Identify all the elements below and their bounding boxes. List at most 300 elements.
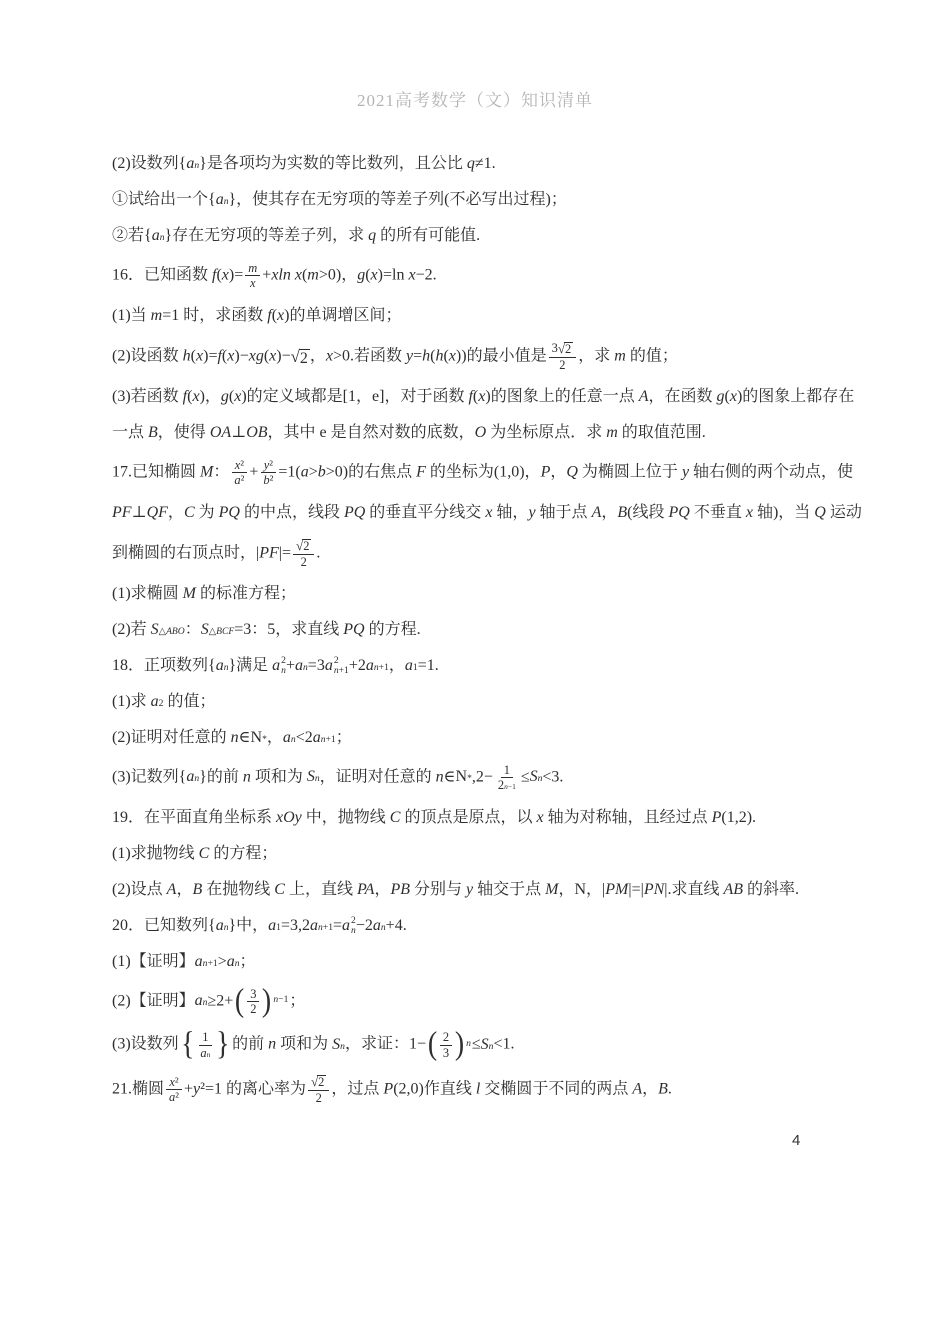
text-run: ⊥ [131, 503, 147, 521]
fraction [197, 1030, 213, 1060]
text-run: O [474, 423, 487, 441]
text-line [112, 951, 862, 973]
script-base [186, 766, 194, 788]
text-run: }是各项均为实数的等比数列，且公比 [199, 155, 467, 172]
scripted-term [186, 153, 199, 175]
text-run: a [200, 1045, 207, 1060]
text-run: PF [259, 543, 279, 561]
scripted-term [195, 951, 218, 973]
text-run: 的中点，线段 [239, 503, 344, 521]
text-run: ， [601, 503, 618, 521]
text-run: 为坐标原点．求 [486, 423, 607, 441]
script-base [481, 1034, 489, 1056]
text-run: n [537, 773, 543, 785]
text-run: ， [550, 463, 567, 481]
text-run: 轴)，当 [752, 503, 815, 521]
scripted-term [216, 189, 229, 211]
script-base [195, 951, 203, 973]
fraction [495, 763, 519, 793]
text-run: f [468, 387, 473, 405]
text-run: ，使得 [157, 423, 210, 441]
text-run: A [591, 503, 602, 521]
text-line [112, 1074, 862, 1105]
text-line [112, 879, 862, 901]
text-run: }的前 [199, 768, 243, 786]
text-run: ²=1 的离心率为 [200, 1080, 306, 1098]
text-run: 3 [551, 340, 558, 355]
text-run: x [448, 347, 456, 364]
text-run: =3,2 [280, 916, 310, 934]
close-delimiter: } [216, 1026, 230, 1063]
text-run: >0)的右焦点 [325, 463, 417, 481]
text-run: e [372, 387, 380, 405]
text-line [112, 583, 862, 605]
scripted-term [186, 766, 199, 788]
text-run: n [273, 994, 279, 1006]
text-run: 的垂直平分线交 [365, 503, 486, 521]
open-delimiter: { [180, 1026, 195, 1063]
numerator [199, 1030, 211, 1045]
text-line [112, 982, 862, 1019]
text-run: a [365, 656, 374, 674]
subscript [209, 627, 235, 637]
fraction [260, 458, 276, 488]
text-run: QF [146, 503, 168, 521]
text-run: e [319, 423, 327, 441]
scripted-term [332, 1034, 345, 1056]
text-run: 2 [333, 654, 339, 666]
scripted-term [216, 915, 229, 937]
text-run: 轴于点 [535, 503, 592, 521]
text-run: (3)设数列 [112, 1035, 179, 1053]
text-run: 在抛物线 [202, 880, 275, 898]
fraction [166, 1075, 182, 1105]
text-run: B [617, 503, 628, 521]
sup-sub-stack [334, 656, 349, 676]
text-run: n [380, 921, 386, 933]
text-run: )的图象上都存在 [736, 387, 855, 405]
text-run: x [325, 347, 333, 364]
text-run: 2 [299, 349, 308, 367]
text-run: (1,2). [721, 808, 757, 826]
text-line [112, 422, 862, 444]
numerator [549, 341, 577, 358]
subscript [203, 959, 218, 969]
denominator [313, 1091, 325, 1105]
text-run: g [357, 266, 366, 284]
scripted-term [195, 990, 208, 1012]
text-run: x [250, 276, 256, 291]
denominator [556, 358, 568, 372]
text-run: 2 [565, 341, 572, 356]
numerator [245, 261, 260, 276]
close-delimiter: ) [454, 1026, 465, 1063]
text-run: xln [271, 266, 291, 284]
scripted-term [200, 1046, 210, 1060]
text-run: 18．正项数列{ [112, 656, 216, 674]
text-run: M [545, 880, 559, 898]
text-run: a [342, 916, 351, 934]
text-run: 的值； [625, 347, 678, 364]
exponent [273, 989, 288, 1011]
text-run: P [540, 463, 551, 481]
text-run: ( [365, 266, 371, 284]
text-run: ∈ [238, 728, 251, 746]
text-run: x [478, 387, 486, 405]
text-run: )= [203, 347, 218, 364]
text-run: a [272, 656, 281, 674]
scripted-term [216, 655, 229, 677]
text-line [112, 341, 862, 372]
radical-sign: √ [557, 340, 565, 356]
text-run: x [536, 808, 544, 826]
text-run: 为椭圆上位于 [577, 463, 682, 481]
text-run: ( [430, 347, 436, 364]
text-run: m [248, 261, 258, 275]
text-run: ： [213, 463, 230, 481]
text-run: ； [335, 728, 352, 746]
text-run: 上，直线 [284, 880, 357, 898]
text-run: ≠1. [474, 155, 496, 172]
scripted-term [325, 655, 349, 677]
text-run: xg [248, 347, 264, 364]
text-run: (3)记数列{ [112, 768, 187, 786]
text-run: P [383, 1080, 394, 1098]
text-run: n [290, 733, 296, 745]
fraction [231, 458, 247, 488]
text-run: n [223, 921, 229, 933]
text-run: 一点 [112, 423, 149, 441]
text-run: 运动 [825, 503, 862, 521]
text-run: (1)求抛物线 [112, 844, 199, 862]
script-base [325, 655, 333, 677]
text-run: ]，对于函数 [379, 387, 469, 405]
text-run: n [351, 924, 356, 936]
text-run: n [206, 1049, 211, 1059]
text-run: a [404, 656, 413, 674]
text-run: +1 [322, 921, 334, 933]
text-line [112, 763, 862, 793]
text-run: f [212, 266, 217, 284]
text-run: S [529, 768, 538, 786]
text-run: (2)设函数 [112, 347, 183, 364]
text-run: n [202, 957, 208, 969]
text-run: 2 [442, 1030, 450, 1045]
scripted-term [227, 951, 240, 973]
scripted-term [283, 727, 296, 749]
text-line [112, 843, 862, 865]
text-run: ， [167, 503, 184, 521]
text-run: a [186, 155, 195, 172]
script-base [283, 727, 291, 749]
subscript [334, 666, 349, 676]
text-run: −2 [355, 916, 373, 934]
subscript [159, 627, 185, 637]
denominator [231, 473, 247, 487]
text-run: 2 [158, 697, 164, 709]
superscript [504, 783, 516, 790]
text-run: n [194, 160, 200, 171]
text-run: = [333, 916, 343, 934]
text-run: m [307, 266, 319, 284]
text-run: x [234, 387, 242, 405]
text-run: a [295, 656, 303, 674]
text-run: 轴， [492, 503, 529, 521]
numerator [247, 987, 259, 1002]
text-run: +1 [207, 957, 218, 969]
text-run: (3)若函数 [112, 387, 183, 405]
text-run: ，证明对任意的 [319, 768, 436, 786]
script-base [405, 655, 413, 677]
numerator [308, 1074, 329, 1091]
text-run: 不垂直 [689, 503, 746, 521]
text-run: N [250, 728, 263, 746]
text-line [112, 915, 862, 937]
text-run: = [413, 347, 423, 364]
text-run: S [306, 768, 315, 786]
text-run: |.求直线 [664, 880, 724, 898]
text-run: 轴右侧的两个动点，使 [689, 463, 854, 481]
text-run: +2 [348, 656, 366, 674]
script-base [456, 766, 468, 788]
scripted-term [307, 766, 320, 788]
text-run: * [262, 733, 267, 745]
text-run: a [186, 768, 195, 786]
text-run: ，过点 [331, 1080, 384, 1098]
script-base [195, 990, 203, 1012]
text-run: ①试给出一个{ [112, 191, 216, 208]
text-run: ，求证：1− [344, 1035, 426, 1053]
text-run: a [234, 473, 241, 488]
text-run: A [638, 387, 649, 405]
scripted-term [151, 619, 185, 641]
text-run: ≤ [471, 1035, 481, 1053]
text-run: ，在函数 [648, 387, 717, 405]
text-run: M [182, 584, 196, 602]
text-line [112, 1026, 862, 1063]
text-run: PQ [218, 503, 240, 521]
text-run: ( [228, 387, 235, 405]
script-base [295, 655, 303, 677]
text-run: n [488, 1040, 494, 1052]
text-run: a [310, 916, 318, 934]
scripted-term [405, 655, 418, 677]
text-run: 的方程； [209, 844, 278, 862]
text-run: BCF [216, 625, 235, 637]
text-run: C [389, 808, 401, 826]
text-run: a [312, 728, 321, 746]
text-run: a [300, 463, 309, 481]
script-base [332, 1034, 340, 1056]
text-run: A [632, 1080, 643, 1098]
text-run: n [435, 768, 444, 786]
text-run: C [274, 880, 285, 898]
text-run: n [268, 1035, 277, 1053]
text-run: 轴交于点 [473, 880, 546, 898]
text-run: n [223, 196, 229, 207]
text-run: |= [278, 543, 291, 561]
text-run: g [716, 387, 725, 405]
page-header [0, 0, 950, 111]
text-line [112, 189, 862, 211]
text-run: P [711, 808, 722, 826]
text-line [112, 458, 862, 488]
text-run: 1 [412, 661, 418, 673]
text-run: x [294, 266, 302, 284]
text-line [112, 305, 862, 327]
text-run: ln [392, 266, 405, 284]
text-run: h [435, 347, 444, 364]
script-base [186, 153, 194, 175]
text-run: > [308, 463, 318, 481]
text-run: ( [472, 387, 479, 405]
fraction [549, 341, 577, 372]
text-run: x [269, 347, 277, 364]
text-run: 1 [202, 1030, 209, 1045]
text-run: −1 [278, 994, 289, 1006]
text-run: n [281, 664, 286, 676]
script-base [227, 951, 235, 973]
text-run: ² [240, 457, 244, 472]
radical-sign: √ [310, 1074, 319, 1090]
text-run: 17.已知椭圆 [112, 463, 201, 481]
text-run: 的顶点是原点，以 [400, 808, 537, 826]
scripted-term [152, 225, 165, 247]
text-run: <2 [295, 728, 313, 746]
text-run: PQ [668, 503, 690, 521]
text-run: }，使其存在无穷项的等差子列(不必写出过程)； [228, 191, 567, 208]
text-line [112, 153, 862, 175]
denominator [298, 555, 310, 569]
text-run: m [606, 423, 618, 441]
text-line [112, 691, 862, 713]
text-run: −1 [507, 782, 516, 792]
fraction [308, 1074, 329, 1105]
text-run: n [242, 768, 251, 786]
numerator [501, 763, 513, 778]
subscript [318, 923, 333, 933]
script-base [152, 225, 160, 247]
text-run: a [215, 916, 224, 934]
page-number: 4 [792, 1132, 801, 1149]
text-run: (1)求 [112, 692, 151, 710]
text-run: ： [184, 620, 201, 638]
text-run: ² [174, 1074, 179, 1089]
denominator [247, 276, 259, 290]
text-run: x [234, 457, 241, 472]
script-base [151, 691, 159, 713]
text-run: x [192, 387, 200, 405]
text-line [112, 619, 862, 641]
text-run: }存在无穷项的等差子列，求 [164, 227, 369, 244]
text-run: n [340, 1040, 345, 1052]
text-run: a [194, 952, 203, 970]
text-run: B [148, 423, 158, 441]
radicand [299, 349, 310, 368]
radicand [564, 342, 573, 357]
text-run: a [150, 692, 159, 710]
fraction [440, 1030, 452, 1060]
text-run: =3：5，求直线 [234, 620, 344, 638]
text-run: y [193, 1080, 201, 1098]
text-run: ， [374, 880, 391, 898]
text-run: B [192, 880, 203, 898]
text-line [112, 655, 862, 677]
text-run: +1 [378, 661, 389, 673]
scripted-term [251, 727, 267, 749]
numerator [166, 1075, 181, 1090]
text-run: m [614, 347, 626, 364]
text-run: ≤ [520, 768, 530, 786]
script-base [251, 727, 263, 749]
script-base [366, 655, 374, 677]
scripted-term [366, 655, 389, 677]
text-run: C [198, 844, 210, 862]
script-base [313, 727, 321, 749]
text-run: a [282, 728, 291, 746]
text-run: PQ [343, 503, 366, 521]
text-run: OA [209, 423, 232, 441]
script-base [216, 915, 224, 937]
text-run: ( [221, 347, 228, 364]
scripted-term [310, 915, 333, 937]
text-run: q [368, 227, 377, 244]
text-run: PF [112, 503, 132, 521]
text-run: n [303, 661, 308, 673]
text-run: 的坐标为(1,0)， [425, 463, 541, 481]
text-run: y [406, 347, 414, 364]
text-run: ， [642, 1080, 659, 1098]
text-run: ，| [586, 880, 606, 898]
text-run: n [333, 664, 339, 676]
numerator [261, 458, 276, 473]
text-run: S [332, 1035, 341, 1053]
radicand [302, 539, 311, 554]
text-run: )− [276, 347, 291, 364]
text-run: n [504, 782, 508, 792]
scripted-term [481, 1034, 494, 1056]
text-run: 的标准方程； [196, 584, 297, 602]
denominator [440, 1046, 452, 1060]
text-run: (2)设点 [112, 880, 167, 898]
text-run: n [159, 232, 165, 243]
text-run: ，求 [578, 347, 615, 364]
fraction [245, 261, 260, 291]
text-run: 为 [194, 503, 219, 521]
text-run: 2 [315, 1090, 322, 1105]
text-run: )的图象上的任意一点 [485, 387, 639, 405]
text-run: n [234, 957, 240, 969]
text-run: 19．在平面直角坐标系 [112, 808, 277, 826]
text-run: ； [289, 992, 306, 1010]
text-run: PQ [343, 620, 365, 638]
text-run: S [150, 620, 159, 638]
scripted-term [268, 915, 281, 937]
text-run: 16．已知函数 [112, 266, 213, 284]
text-run: (1)当 [112, 306, 151, 324]
script-base [373, 915, 381, 937]
text-run: y [681, 463, 690, 481]
text-run: 的值； [163, 692, 216, 710]
text-run: n [230, 728, 239, 746]
text-run: m [150, 306, 163, 324]
text-run: 的前 [232, 1035, 269, 1053]
text-run: x [485, 503, 493, 521]
text-run: x [370, 266, 378, 284]
text-run: (2)设数列{ [112, 155, 187, 172]
text-run: x [408, 266, 416, 284]
text-run: B [658, 1080, 668, 1098]
